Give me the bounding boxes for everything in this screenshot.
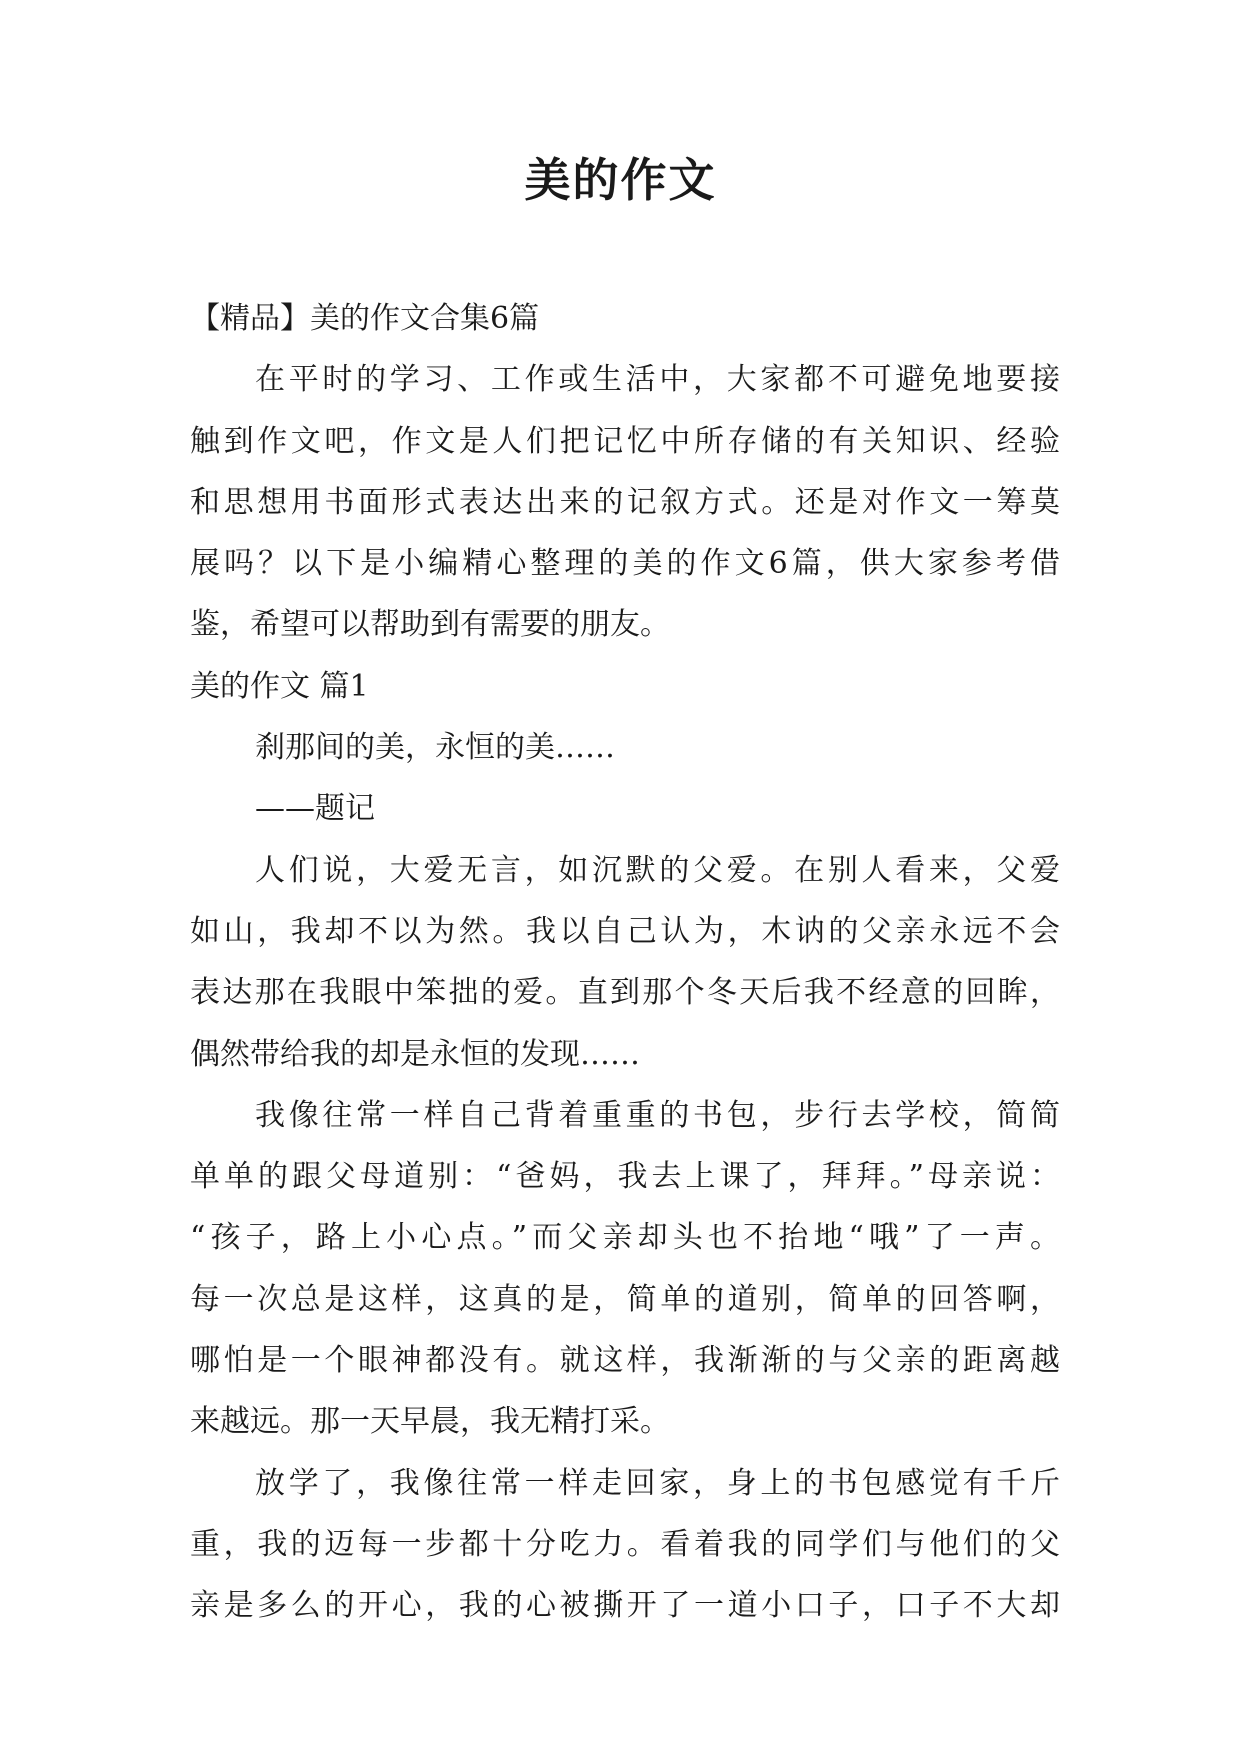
text-line: 偶然带给我的却是永恒的发现…… <box>190 1036 640 1072</box>
text-line: 展吗？以下是小编精心整理的美的作文6篇，供大家参考借 <box>190 546 1060 582</box>
text-line: 刹那间的美，永恒的美…… <box>255 730 615 766</box>
text-line: 放学了，我像往常一样走回家，身上的书包感觉有千斤 <box>255 1465 1060 1501</box>
text-line: 在平时的学习、工作或生活中，大家都不可避免地要接 <box>255 362 1060 398</box>
text-line: 和思想用书面形式表达出来的记叙方式。还是对作文一筹莫 <box>190 484 1060 520</box>
text-line: 【精品】美的作文合集6篇 <box>190 301 540 336</box>
text-line: 我像往常一样自己背着重重的书包，步行去学校，简简 <box>255 1097 1060 1133</box>
document-title: 美的作文 <box>524 153 717 207</box>
text-line: 来越远。那一天早晨，我无精打采。 <box>190 1404 670 1440</box>
text-line: 单单的跟父母道别：“爸妈，我去上课了，拜拜。”母亲说： <box>190 1159 1060 1195</box>
text-line: 亲是多么的开心，我的心被撕开了一道小口子，口子不大却 <box>190 1588 1060 1624</box>
text-line: 重，我的迈每一步都十分吃力。看着我的同学们与他们的父 <box>190 1526 1060 1562</box>
text-line: 人们说，大爱无言，如沉默的父爱。在别人看来，父爱 <box>255 852 1060 888</box>
text-line: 如山，我却不以为然。我以自己认为，木讷的父亲永远不会 <box>190 913 1060 949</box>
text-line: “孩子，路上小心点。”而父亲却头也不抬地“哦”了一声。 <box>190 1220 1060 1256</box>
text-line: 鉴，希望可以帮助到有需要的朋友。 <box>190 607 670 643</box>
text-line: ——题记 <box>255 791 375 827</box>
document-body <box>190 288 1060 1637</box>
text-line: 每一次总是这样，这真的是，简单的道别，简单的回答啊， <box>190 1281 1060 1317</box>
text-line: 哪怕是一个眼神都没有。就这样，我渐渐的与父亲的距离越 <box>190 1343 1060 1379</box>
text-line: 美的作文 篇1 <box>190 668 369 704</box>
text-line: 触到作文吧，作文是人们把记忆中所存储的有关知识、经验 <box>190 423 1060 459</box>
text-line: 表达那在我眼中笨拙的爱。直到那个冬天后我不经意的回眸， <box>190 975 1060 1011</box>
